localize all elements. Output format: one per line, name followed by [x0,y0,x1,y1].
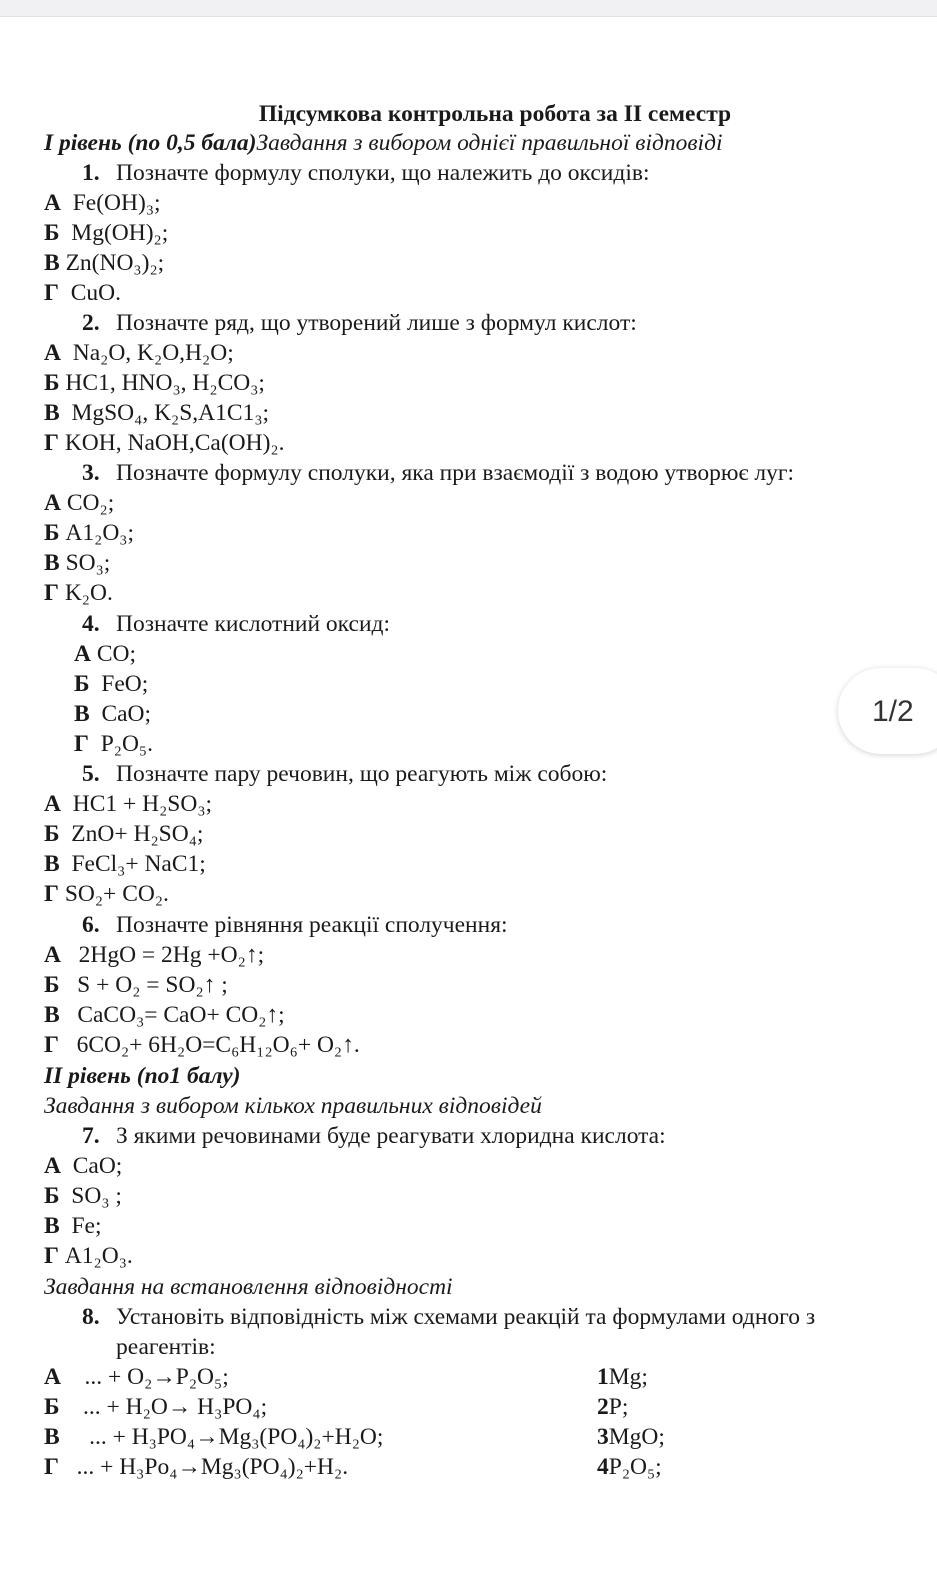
option-6d: Г 6CO₂+ 6H₂O=C₆H₁₂O₆+ O₂↑. [44,1032,360,1058]
option-4b: Б FeO; [74,671,149,697]
question-3: 3. Позначте формулу сполуки, яка при взаємодії з водою утворює луг: [82,460,795,486]
page-title: Підсумкова контрольна робота за ІІ семестр [258,101,732,127]
option-6b: Б S + O₂ = SO₂↑ ; [44,972,228,998]
option-1d: Г CuO. [44,280,121,306]
option-2a: А Na₂O, K₂O,H₂O; [44,340,234,366]
option-7c: В Fe; [44,1213,102,1239]
option-6a: А 2HgO = 2Hg +O₂↑; [44,942,265,968]
option-2d: Г KOH, NaOH,Ca(OH)₂. [44,430,285,456]
option-3c: В SO₃; [44,550,111,576]
question-6: 6. Позначте рівняння реакції сполучення: [82,912,508,938]
question-1: 1. Позначте формулу сполуки, що належить до оксидів: [82,160,650,186]
option-2c: В MgSO₄, K₂S,A1C1₃; [44,400,270,426]
page-indicator[interactable] [838,668,937,754]
option-4d: Г P₂O₅. [74,731,154,757]
level2-subheading-matching: Завдання на встановлення відповідності [44,1274,453,1300]
match-right-4: 4P₂O₅; [597,1454,662,1480]
page-indicator-label: 1/2 [872,695,914,728]
match-left-a: А ... + O₂→P₂O₅; [44,1364,229,1390]
option-5c: В FeCl₃+ NaC1; [44,851,206,877]
match-left-d: Г ... + H₃Po₄→Mg₃(PO₄)₂+H₂. [44,1454,349,1480]
option-6c: В CaCO₃= CaO+ CO₂↑; [44,1002,285,1028]
option-1c: В Zn(NO₃)₂; [44,250,165,276]
option-3b: Б A1₂O₃; [44,520,135,546]
option-1b: Б Mg(OH)₂; [44,220,169,246]
level1-heading: І рівень (по 0,5 бала)Завдання з вибором однієї правильної відповіді [44,130,723,156]
question-5: 5. Позначте пару речовин, що реагують між собою: [82,761,608,787]
option-5d: Г SO₂+ CO₂. [44,881,169,907]
top-bar [0,0,937,17]
question-8: 8. Установіть відповідність між схемами реакцій та формулами одного з [82,1304,816,1330]
question-4: 4. Позначте кислотний оксид: [82,611,391,637]
question-7: 7. З якими речовинами буде реагувати хлоридна кислота: [82,1123,666,1149]
question-8-continuation: реагентів: [116,1334,216,1360]
option-2b: Б HC1, HNO₃, H₂CO₃; [44,370,265,396]
option-4c: В CaO; [74,701,152,727]
option-4a: А CO; [74,641,137,667]
option-7b: Б SO₃ ; [44,1183,122,1209]
question-2: 2. Позначте ряд, що утворений лише з формул кислот: [82,310,637,336]
option-7a: А CaO; [44,1153,123,1179]
option-7d: Г A1₂O₃. [44,1243,133,1269]
level2-subheading-multiple: Завдання з вибором кількох правильних відповідей [44,1093,542,1119]
match-left-c: В ... + H₃PO₄→Mg₃(PO₄)₂+H₂O; [44,1424,384,1450]
option-3a: А CO₂; [44,490,115,516]
match-left-b: Б ... + H₂O→ H₃PO₄; [44,1394,268,1420]
option-5b: Б ZnO+ H₂SO₄; [44,821,204,847]
option-1a: А Fe(OH)₃; [44,190,161,216]
match-right-3: 3MgO; [597,1424,665,1450]
match-right-1: 1Mg; [597,1364,648,1390]
level2-heading: ІІ рівень (по1 балу) [44,1063,241,1089]
match-right-2: 2P; [597,1394,629,1420]
option-5a: А HC1 + H₂SO₃; [44,791,213,817]
option-3d: Г K₂O. [44,580,113,606]
